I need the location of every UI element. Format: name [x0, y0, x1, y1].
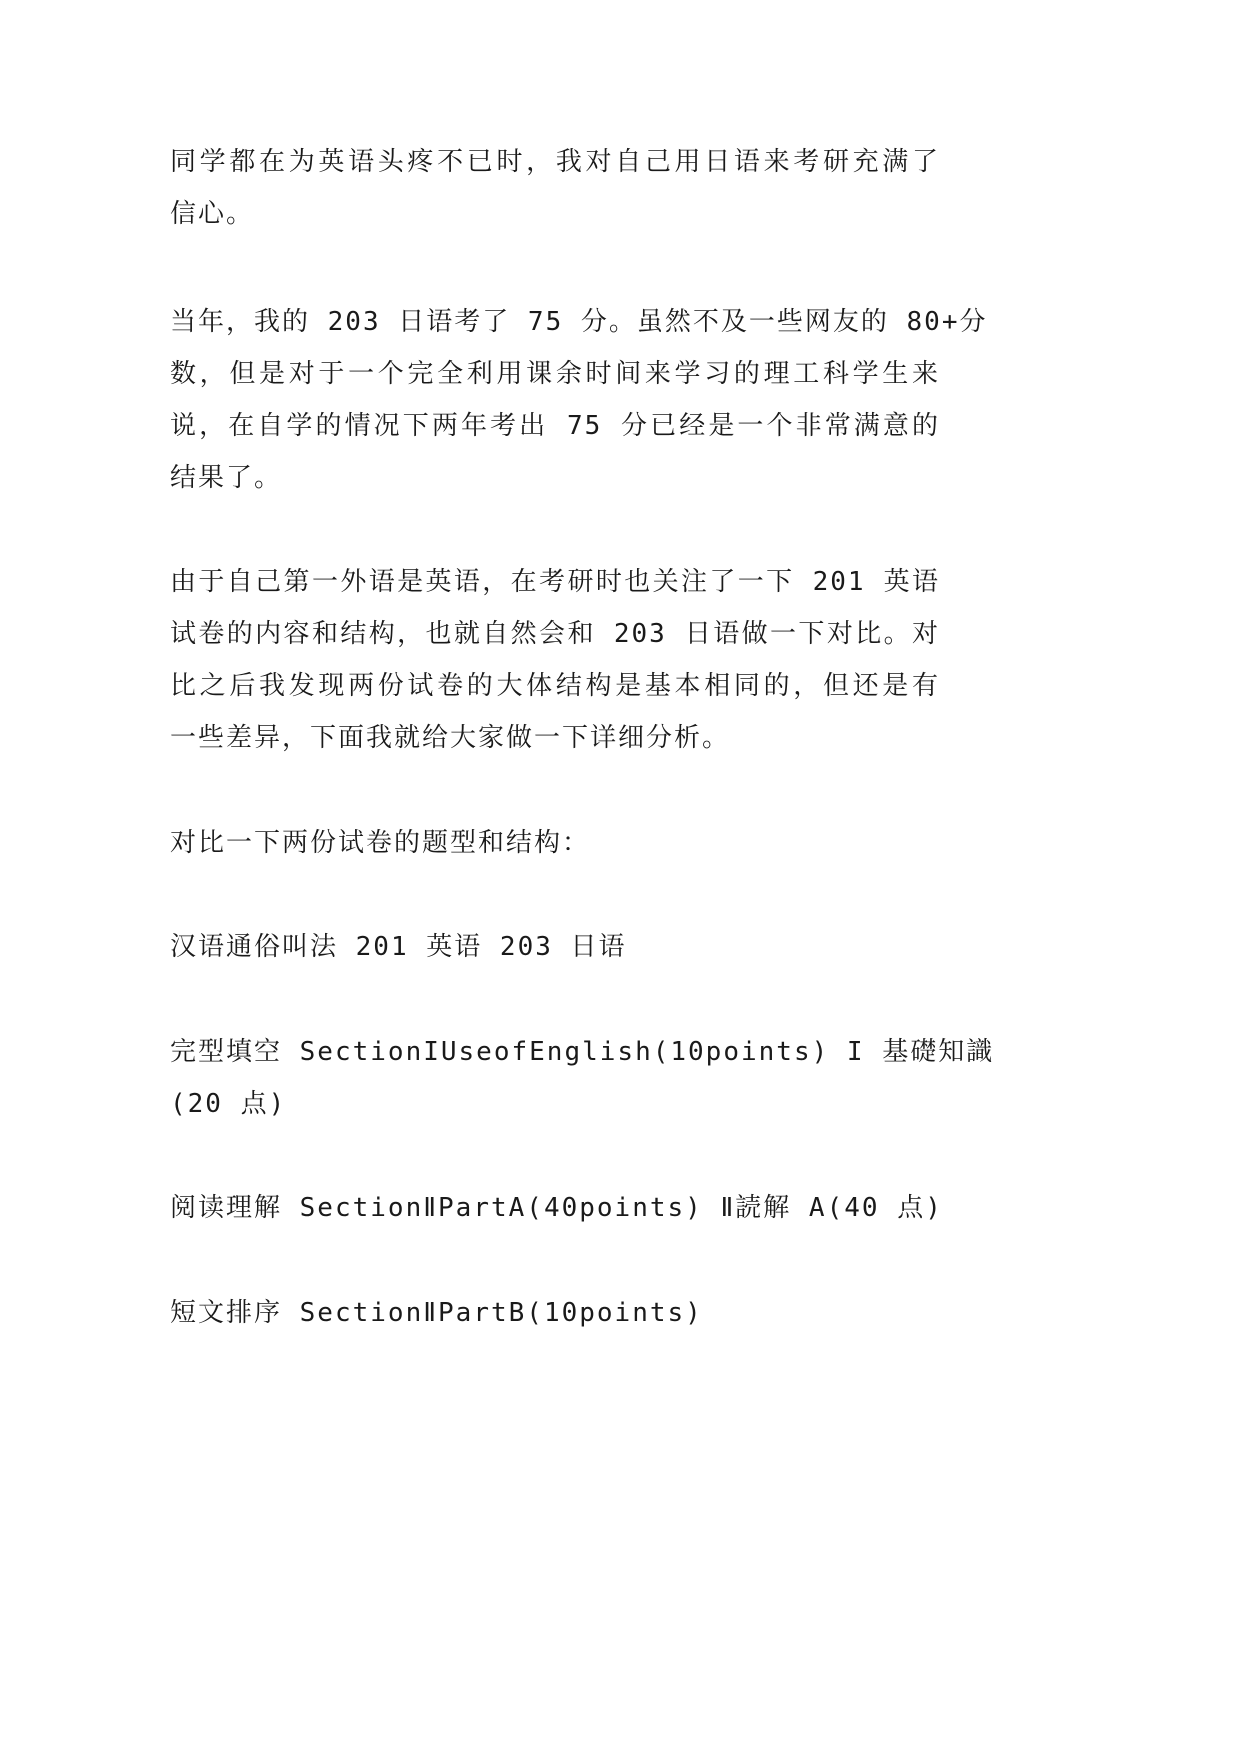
- paragraph-comparison-intro: [170, 556, 940, 764]
- table-row-ordering: [170, 1287, 940, 1339]
- text-line: 汉语通俗叫法 201 英语 203 日语: [170, 932, 627, 962]
- text-line: 对比一下两份试卷的题型和结构：: [170, 828, 591, 858]
- text-line: 结果了。: [170, 463, 283, 493]
- paragraph-structure-heading: [170, 817, 940, 869]
- text-line: 比之后我发现两份试卷的大体结构是基本相同的，但还是有: [170, 671, 940, 701]
- text-line: 数，但是对于一个完全利用课余时间来学习的理工科学生来: [170, 359, 940, 389]
- table-header-row: [170, 921, 940, 973]
- text-line: 完型填空 SectionIUseofEnglish(10points) I 基礎知識: [170, 1037, 995, 1067]
- text-line: 一些差异，下面我就给大家做一下详细分析。: [170, 723, 731, 753]
- text-line: 信心。: [170, 199, 255, 229]
- text-line: 试卷的内容和结构，也就自然会和 203 日语做一下对比。对: [170, 619, 940, 649]
- text-line: 阅读理解 SectionⅡPartA(40points) Ⅱ読解 A(40 点): [170, 1193, 943, 1223]
- text-line: (20 点): [170, 1089, 287, 1119]
- text-line: 同学都在为英语头疼不已时，我对自己用日语来考研充满了: [170, 147, 940, 177]
- table-row-cloze: [170, 1026, 995, 1130]
- text-line: 说，在自学的情况下两年考出 75 分已经是一个非常满意的: [170, 411, 940, 441]
- table-row-reading: [170, 1182, 943, 1234]
- paragraph-confidence: [170, 136, 940, 240]
- paragraph-score: [170, 296, 988, 504]
- text-line: 由于自己第一外语是英语，在考研时也关注了一下 201 英语: [170, 567, 940, 597]
- text-line: 短文排序 SectionⅡPartB(10points): [170, 1298, 703, 1328]
- text-line: 当年，我的 203 日语考了 75 分。虽然不及一些网友的 80+分: [170, 307, 988, 337]
